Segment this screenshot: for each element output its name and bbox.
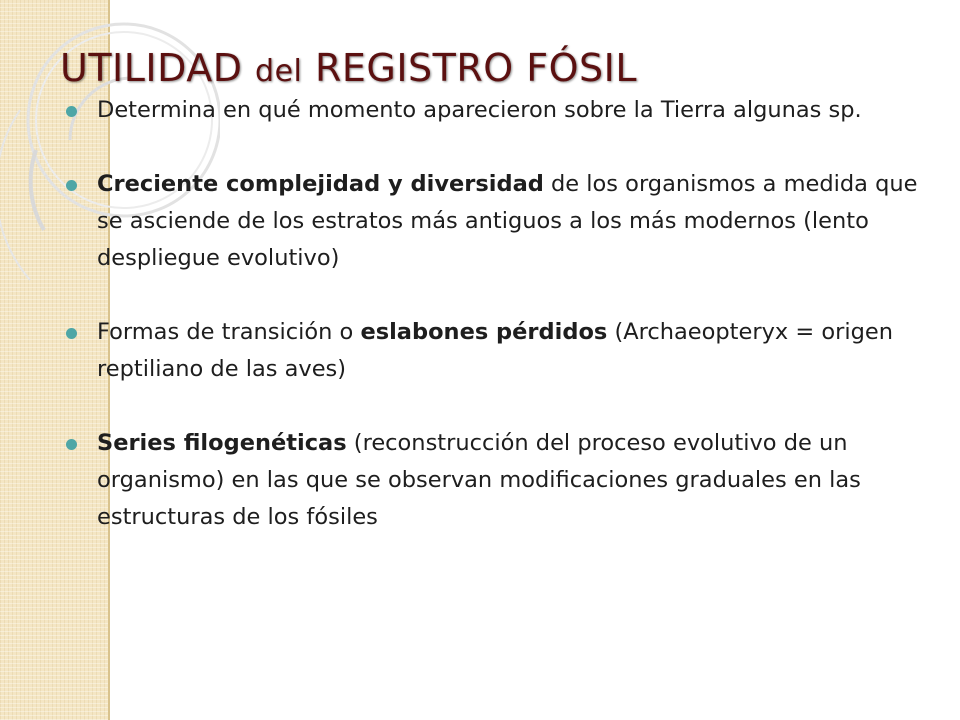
bullet-dot-icon bbox=[66, 180, 77, 191]
bullet-dot-icon bbox=[66, 328, 77, 339]
title-part-3: REGISTRO FÓSIL bbox=[302, 46, 638, 90]
page-title bbox=[60, 46, 637, 90]
bullet-text: Determina en qué momento aparecieron sobre la Tierra algunas sp. bbox=[97, 97, 862, 123]
bullet-bold-text: eslabones pérdidos bbox=[360, 319, 608, 345]
bullet-item bbox=[66, 166, 926, 277]
bullet-item bbox=[66, 314, 926, 388]
bullet-item bbox=[66, 92, 926, 129]
bullet-text: de los organismos a medida que se asciende de los estratos más antiguos a los más modernos (lento despliegue evolutivo) bbox=[97, 171, 918, 271]
bullet-dot-icon bbox=[66, 106, 77, 117]
bullet-text: (reconstrucción del proceso evolutivo de un organismo) en las que se observan modificaciones graduales en las estructuras de los fósiles bbox=[97, 430, 861, 530]
bullet-list bbox=[66, 92, 926, 536]
bullet-bold-text: Series filogenéticas bbox=[97, 430, 347, 456]
title-part-2: del bbox=[255, 54, 303, 89]
title-part-1: UTILIDAD bbox=[60, 46, 256, 90]
bullet-dot-icon bbox=[66, 439, 77, 450]
bullet-text: Formas de transición o bbox=[97, 319, 361, 345]
bullet-item bbox=[66, 425, 926, 536]
bullet-bold-text: Creciente complejidad y diversidad bbox=[97, 171, 544, 197]
bullet-text: (Archaeopteryx = origen reptiliano de las aves) bbox=[97, 319, 894, 382]
